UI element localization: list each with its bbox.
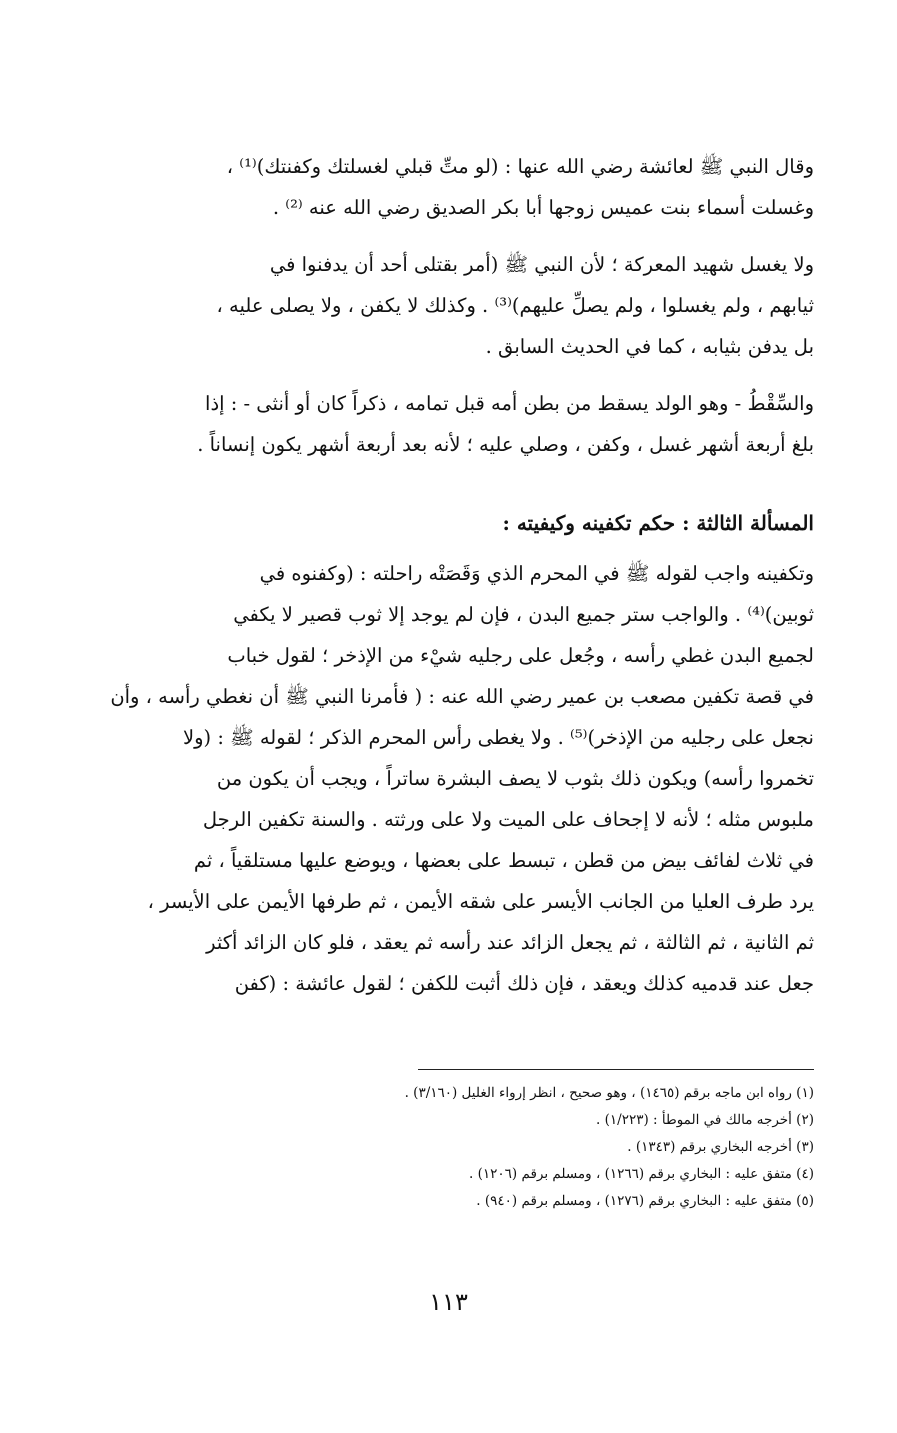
section-heading: المسألة الثالثة : حكم تكفينه وكيفيته : [502,511,814,535]
text-line: ثم الثانية ، ثم الثالثة ، ثم يجعل الزائد عند رأسه ثم يعقد ، فلو كان الزائد أكثر [206,931,814,954]
text-line: وتكفينه واجب لقوله ﷺ في المحرم الذي وَقَصَتْه راحلته : (وكفنوه في [259,562,814,585]
footnotes [200,1080,814,1215]
text-line: بل يدفن بثيابه ، كما في الحديث السابق . [485,335,814,358]
text-line: بلغ أربعة أشهر غسل ، وكفن ، وصلي عليه ؛ لأنه بعد أربعة أشهر يكون إنساناً . [197,433,814,456]
text-line: ملبوس مثله ؛ لأنه لا إجحاف على الميت ولا على ورثته . والسنة تكفين الرجل [202,808,814,831]
paragraph-4 [92,553,814,1004]
footnote-divider [418,1069,814,1070]
text-line: والسِّقْطُ - وهو الولد يسقط من بطن أمه قبل تمامه ، ذكراً كان أو أنثى - : إذا [205,392,814,415]
paragraph-1 [92,146,814,228]
page-number: ١١٣ [429,1288,468,1316]
text-line: في قصة تكفين مصعب بن عمير رضي الله عنه : ( فأمرنا النبي ﷺ أن نغطي رأسه ، وأن [110,685,814,708]
text-line: تخمروا رأسه) ويكون ذلك بثوب لا يصف البشرة ساتراً ، ويجب أن يكون من [216,767,814,790]
paragraph-2 [92,244,814,367]
text-line: ثوبين)⁽⁴⁾ . والواجب ستر جميع البدن ، فإن لم يوجد إلا ثوب قصير لا يكفي [233,603,814,626]
text-line: نجعل على رجليه من الإذخر)⁽⁵⁾ . ولا يغطى رأس المحرم الذكر ؛ لقوله ﷺ : (ولا [182,726,814,749]
footnote-1: (١) رواه ابن ماجه برقم (١٤٦٥) ، وهو صحيح ، انظر إرواء الغليل (٣/١٦٠) . [404,1085,814,1101]
paragraph-3 [92,383,814,465]
text-line: لجميع البدن غطي رأسه ، وجُعل على رجليه شيْء من الإذخر ؛ لقول خباب [227,644,814,667]
footnote-2: (٢) أخرجه مالك في الموطأ : (١/٢٢٣) . [596,1112,814,1128]
text-line: وغسلت أسماء بنت عميس زوجها أبا بكر الصديق رضي الله عنه ⁽²⁾ . [272,196,814,219]
text-line: في ثلاث لفائف بيض من قطن ، تبسط على بعضها ، ويوضع عليها مستلقياً ، ثم [193,849,814,872]
text-line: جعل عند قدميه كذلك ويعقد ، فإن ذلك أثبت للكفن ؛ لقول عائشة : (كفن [234,972,814,995]
text-line: ولا يغسل شهيد المعركة ؛ لأن النبي ﷺ (أمر بقتلى أحد أن يدفنوا في [269,253,814,276]
footnote-5: (٥) متفق عليه : البخاري برقم (١٢٧٦) ، ومسلم برقم (٩٤٠) . [476,1193,814,1209]
text-line: يرد طرف العليا من الجانب الأيسر على شقه الأيمن ، ثم طرفها الأيمن على الأيسر ، [147,890,814,913]
footnote-4: (٤) متفق عليه : البخاري برقم (١٢٦٦) ، ومسلم برقم (١٢٠٦) . [469,1166,814,1182]
footnote-3: (٣) أخرجه البخاري برقم (١٣٤٣) . [627,1139,814,1155]
text-line: ثيابهم ، ولم يغسلوا ، ولم يصلِّ عليهم)⁽³⁾ . وكذلك لا يكفن ، ولا يصلى عليه ، [216,294,814,317]
text-line: وقال النبي ﷺ لعائشة رضي الله عنها : (لو متِّ قبلي لغسلتك وكفنتك)⁽¹⁾ ، [226,155,814,178]
